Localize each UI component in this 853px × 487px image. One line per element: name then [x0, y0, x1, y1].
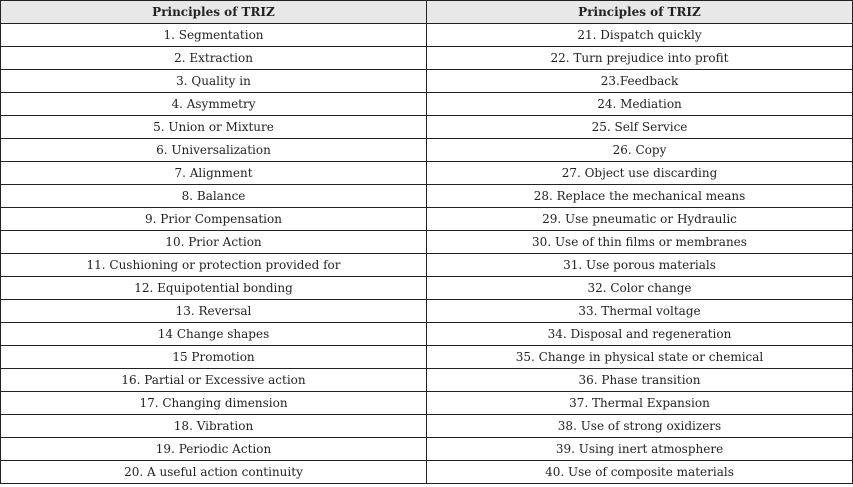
table-row	[1, 415, 853, 438]
principle-cell-right: 29. Use pneumatic or Hydraulic	[427, 208, 853, 231]
principle-cell-right: 36. Phase transition	[427, 369, 853, 392]
principle-cell-left: 3. Quality in	[1, 70, 427, 93]
principle-cell-left: 8. Balance	[1, 185, 427, 208]
principle-cell-right: 35. Change in physical state or chemical	[427, 346, 853, 369]
principle-cell-left: 10. Prior Action	[1, 231, 427, 254]
table-header	[1, 1, 853, 24]
principle-cell-right: 23.Feedback	[427, 70, 853, 93]
principle-cell-left: 11. Cushioning or protection provided for	[1, 254, 427, 277]
table-row	[1, 47, 853, 70]
principle-cell-left: 18. Vibration	[1, 415, 427, 438]
principle-cell-left: 7. Alignment	[1, 162, 427, 185]
table-row	[1, 254, 853, 277]
principle-cell-right: 32. Color change	[427, 277, 853, 300]
principle-cell-left: 2. Extraction	[1, 47, 427, 70]
principle-cell-right: 21. Dispatch quickly	[427, 24, 853, 47]
table-row	[1, 277, 853, 300]
principle-cell-left: 15 Promotion	[1, 346, 427, 369]
principle-cell-left: 5. Union or Mixture	[1, 116, 427, 139]
table-row	[1, 139, 853, 162]
table-row	[1, 185, 853, 208]
header-row	[1, 1, 853, 24]
table-row	[1, 93, 853, 116]
principle-cell-left: 9. Prior Compensation	[1, 208, 427, 231]
principle-cell-right: 26. Copy	[427, 139, 853, 162]
principle-cell-left: 17. Changing dimension	[1, 392, 427, 415]
principle-cell-left: 16. Partial or Excessive action	[1, 369, 427, 392]
table-row	[1, 24, 853, 47]
header-cell-left: Principles of TRIZ	[1, 1, 427, 24]
principle-cell-left: 14 Change shapes	[1, 323, 427, 346]
principle-cell-right: 37. Thermal Expansion	[427, 392, 853, 415]
table-row	[1, 208, 853, 231]
table-row	[1, 392, 853, 415]
principle-cell-left: 4. Asymmetry	[1, 93, 427, 116]
table-row	[1, 323, 853, 346]
principle-cell-right: 38. Use of strong oxidizers	[427, 415, 853, 438]
table-row	[1, 346, 853, 369]
principle-cell-right: 30. Use of thin films or membranes	[427, 231, 853, 254]
table-row	[1, 369, 853, 392]
header-cell-right: Principles of TRIZ	[427, 1, 853, 24]
table-row	[1, 438, 853, 461]
principle-cell-right: 28. Replace the mechanical means	[427, 185, 853, 208]
principle-cell-left: 13. Reversal	[1, 300, 427, 323]
table-row	[1, 461, 853, 484]
principle-cell-right: 27. Object use discarding	[427, 162, 853, 185]
principle-cell-right: 39. Using inert atmosphere	[427, 438, 853, 461]
principle-cell-right: 31. Use porous materials	[427, 254, 853, 277]
table-body	[1, 24, 853, 484]
principle-cell-right: 24. Mediation	[427, 93, 853, 116]
principle-cell-right: 40. Use of composite materials	[427, 461, 853, 484]
table-row	[1, 116, 853, 139]
table-row	[1, 70, 853, 93]
principle-cell-left: 6. Universalization	[1, 139, 427, 162]
principle-cell-left: 1. Segmentation	[1, 24, 427, 47]
table-row	[1, 300, 853, 323]
table-row	[1, 231, 853, 254]
principle-cell-left: 20. A useful action continuity	[1, 461, 427, 484]
table-row	[1, 162, 853, 185]
principle-cell-left: 12. Equipotential bonding	[1, 277, 427, 300]
principle-cell-right: 34. Disposal and regeneration	[427, 323, 853, 346]
principle-cell-left: 19. Periodic Action	[1, 438, 427, 461]
principle-cell-right: 22. Turn prejudice into profit	[427, 47, 853, 70]
principle-cell-right: 33. Thermal voltage	[427, 300, 853, 323]
principle-cell-right: 25. Self Service	[427, 116, 853, 139]
